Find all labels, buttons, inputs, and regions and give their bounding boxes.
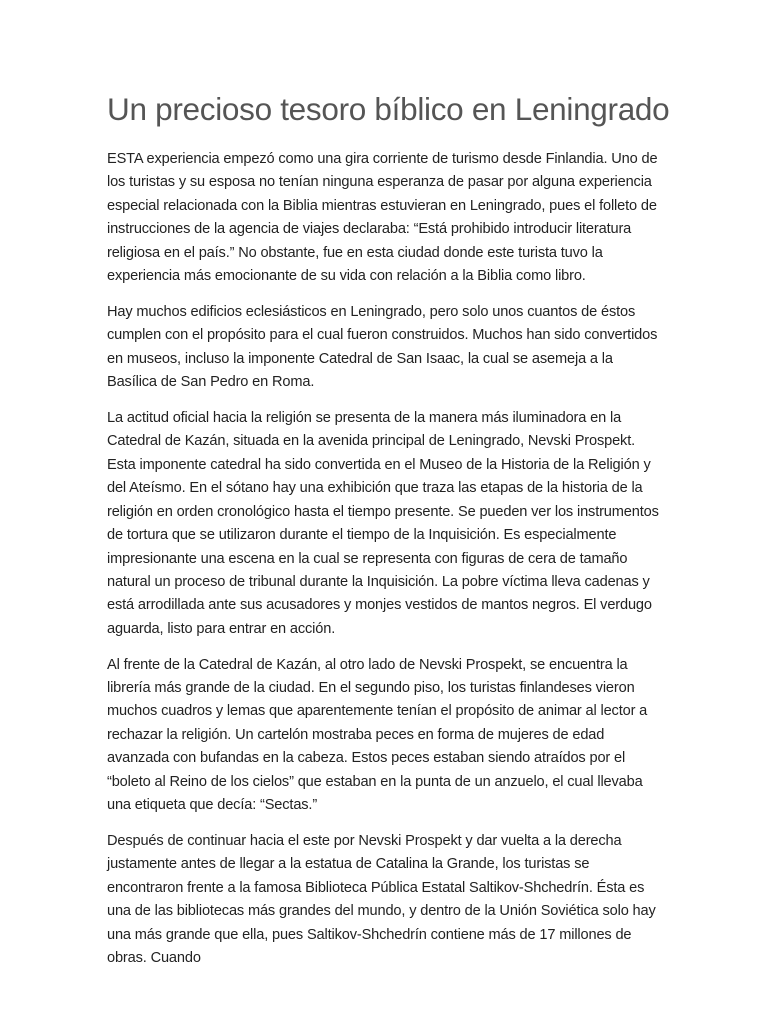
article-paragraph-2: Hay muchos edificios eclesiásticos en Leningrado, pero solo unos cuantos de éstos cumplen con el propósito para el cual fueron construidos. Muchos han sido convertidos en museos, incluso la imponente Catedral de San Isaac, la cual se asemeja a la Basílica de San Pedro en Roma. [107,303,658,391]
article-paragraph-5: Después de continuar hacia el este por Nevski Prospekt y dar vuelta a la derecha justamente antes de llegar a la estatua de Catalina la Grande, los turistas se encontraron frente a la famosa Biblioteca Pública Estatal Saltikov-Shchedrín. Ésta es una de las bibliotecas más grandes del mundo, y dentro de la Unión Soviética solo hay una más grande que ella, pues Saltikov-Shchedrín contiene más de 17 millones de obras. Cuando [107,832,656,966]
article-paragraph-1: ESTA experiencia empezó como una gira corriente de turismo desde Finlandia. Uno de los turistas y su esposa no tenían ninguna esperanza de pasar por alguna experiencia especial relacionada con la Biblia mientras estuvieran en Leningrado, pues el folleto de instrucciones de la agencia de viajes declaraba: “Está prohibido introducir literatura religiosa en el país.” No obstante, fue en esta ciudad donde este turista tuvo la experiencia más emocionante de su vida con relación a la Biblia como libro. [107,151,658,285]
article [107,88,670,983]
article-title: Un precioso tesoro bíblico en Leningrado [107,91,670,127]
article-paragraph-3: La actitud oficial hacia la religión se presenta de la manera más iluminadora en la Catedral de Kazán, situada en la avenida principal de Leningrado, Nevski Prospekt. Esta imponente catedral ha sido convertida en el Museo de la Historia de la Religión y del Ateísmo. En el sótano hay una exhibición que traza las etapas de la historia de la religión en orden cronológico hasta el tiempo presente. Se pueden ver los instrumentos de tortura que se utilizaron durante el tiempo de la Inquisición. Es especialmente impresionante una escena en la cual se representa con figuras de cera de tamaño natural un proceso de tribunal durante la Inquisición. La pobre víctima lleva cadenas y está arrodillada ante sus acusadores y monjes vestidos de mantos negros. El verdugo aguarda, listo para entrar en acción. [107,410,659,637]
article-paragraph-4: Al frente de la Catedral de Kazán, al otro lado de Nevski Prospekt, se encuentra la librería más grande de la ciudad. En el segundo piso, los turistas finlandeses vieron muchos cuadros y lemas que aparentemente tenían el propósito de animar al lector a rechazar la religión. Un cartelón mostraba peces en forma de mujeres de edad avanzada con bufandas en la cabeza. Estos peces estaban siendo atraídos por el “boleto al Reino de los cielos” que estaban en la punta de un anzuelo, el cual llevaba una etiqueta que decía: “Sectas.” [107,656,648,814]
